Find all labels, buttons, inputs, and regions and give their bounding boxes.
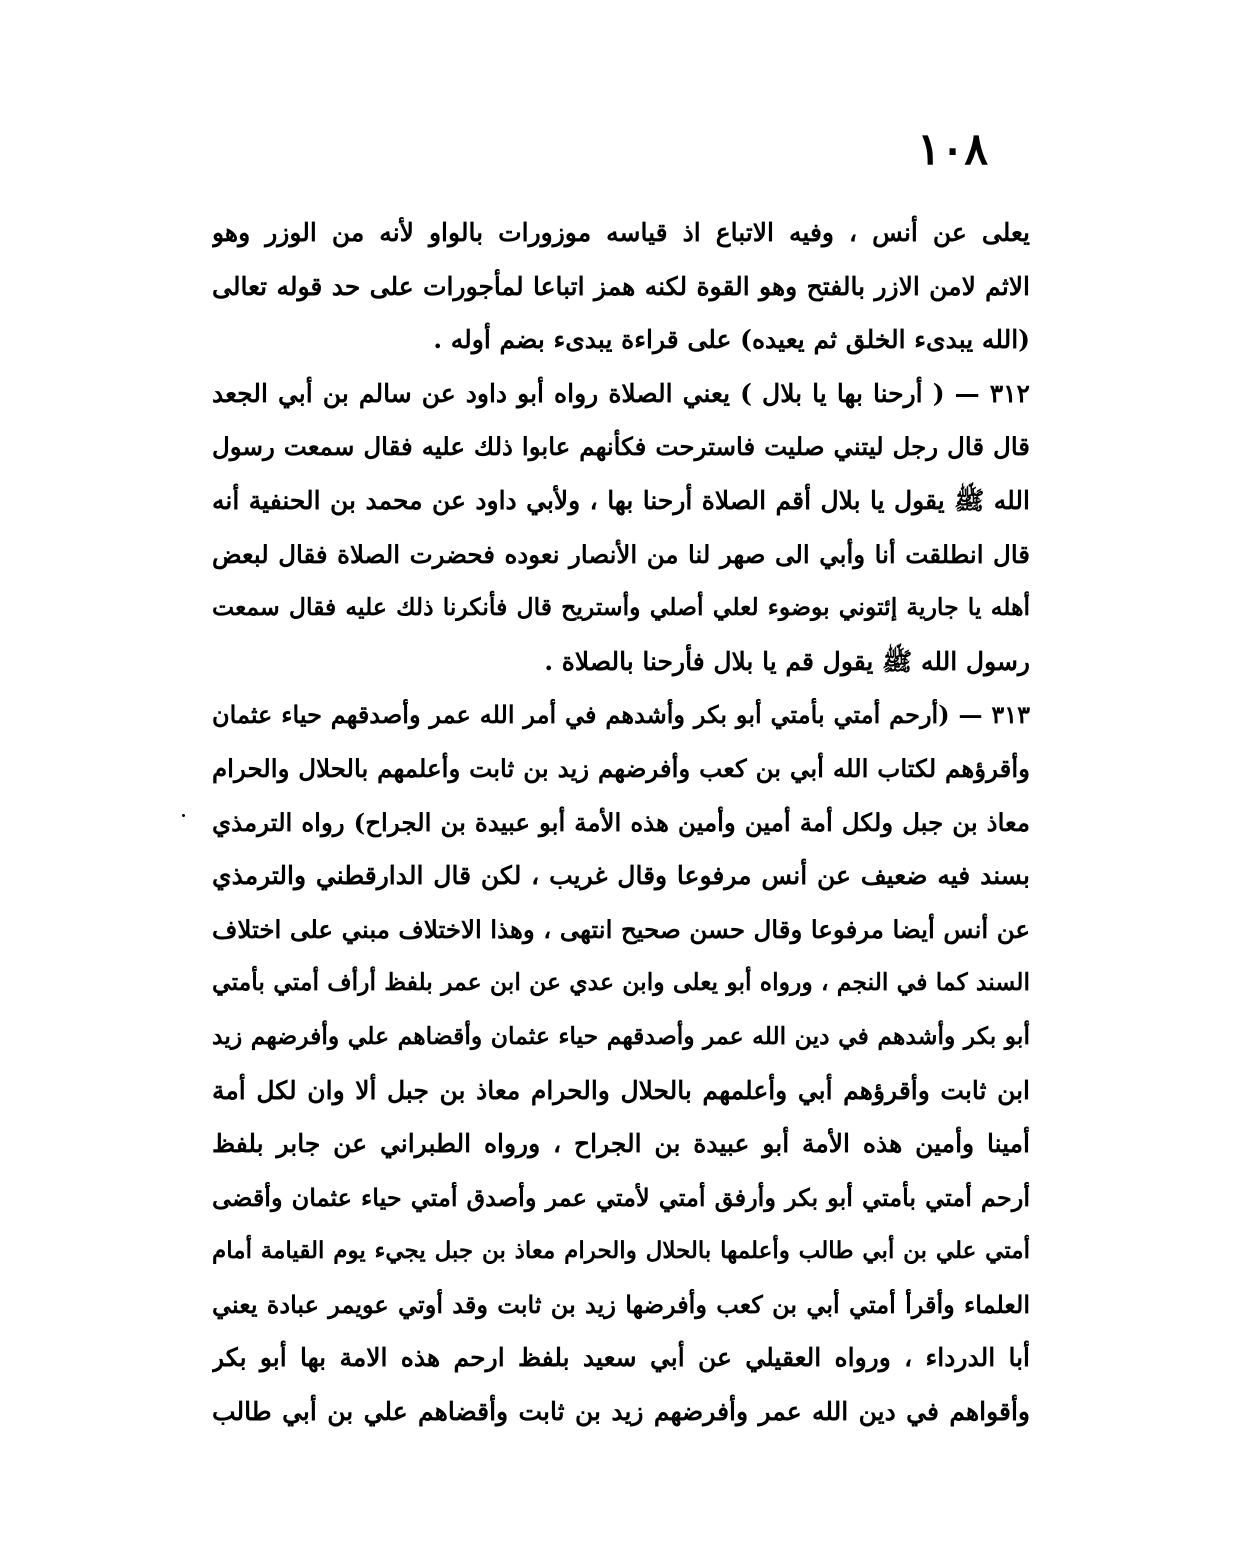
text-line: الاثم لامن الازر بالفتح وهو القوة لكنه همز اتباعا لمأجورات على حد قوله تعالى (212, 271, 1030, 301)
text-line: أهله يا جارية إئتوني بوضوء لعلي أصلي وأستريح قال فأنكرنا ذلك عليه فقال سمعت (212, 593, 1030, 622)
text-line: الله ﷺ يقول يا بلال أقم الصلاة أرحنا بها ، ولأبي داود عن محمد بن الحنفية أنه (212, 485, 1030, 515)
text-line: ٣١٢ — ( أرحنا بها يا بلال ) يعني الصلاة رواه أبو داود عن سالم بن أبي الجعد (212, 378, 1030, 408)
text-line: أمتي علي بن أبي طالب وأعلمها بالحلال والحرام معاذ بن جبل يجيء يوم القيامة أمام (212, 1237, 1030, 1265)
page-number: ١٠٨ (917, 124, 988, 175)
text-line: بسند فيه ضعيف عن أنس مرفوعا وقال غريب ، لكن قال الدارقطني والترمذي (212, 861, 1030, 891)
text-line: قال انطلقت أنا وأبي الى صهر لنا من الأنصار نعوده فحضرت الصلاة فقال لبعض (212, 539, 1030, 569)
text-line: العلماء وأقرأ أمتي أبي بن كعب وأفرضها زيد بن ثابت وقد أوتي عويمر عبادة يعني (212, 1289, 1030, 1319)
text-line: عن أنس أيضا مرفوعا وقال حسن صحيح انتهى ، وهذا الاختلاف مبني على اختلاف (212, 914, 1030, 944)
text-line: أبو بكر وأشدهم في دين الله عمر وأصدقهم حياء عثمان وأقضاهم علي وأفرضهم زيد (212, 1021, 1030, 1050)
margin-mark (182, 814, 185, 817)
body-text (212, 206, 1030, 1439)
text-line: رسول الله ﷺ يقول قم يا بلال فأرحنا بالصلاة . (544, 646, 1030, 676)
text-line: معاذ بن جبل ولكل أمة أمين وأمين هذه الأمة أبو عبيدة بن الجراح) رواه الترمذي (212, 807, 1030, 837)
text-line: يعلى عن أنس ، وفيه الاتباع اذ قياسه موزورات بالواو لأنه من الوزر وهو (212, 218, 1030, 247)
text-line: ٣١٣ — (أرحم أمتي بأمتي أبو بكر وأشدهم في أمر الله عمر وأصدقهم حياء عثمان (212, 700, 1030, 730)
text-line: أرحم أمتي بأمتي أبو بكر وأرفق أمتي لأمتي عمر وأصدق أمتي حياء عثمان وأقضى (212, 1182, 1030, 1212)
text-line: ابن ثابت وأقرؤهم أبي وأعلمهم بالحلال والحرام معاذ بن جبل ألا وان لكل أمة (212, 1075, 1030, 1105)
text-line: أبا الدرداء ، ورواه العقيلي عن أبي سعيد بلفظ ارحم هذه الامة بها أبو بكر (212, 1343, 1030, 1373)
text-line: (الله يبدىء الخلق ثم يعيده) على قراءة يبدىء بضم أوله . (433, 325, 1030, 355)
text-line: وأقواهم في دين الله عمر وأفرضهم زيد بن ثابت وأقضاهم علي بن أبي طالب (212, 1397, 1030, 1427)
text-line: قال قال رجل ليتني صليت فاسترحت فكأنهم عابوا ذلك عليه فقال سمعت رسول (212, 432, 1030, 462)
text-line: أمينا وأمين هذه الأمة أبو عبيدة بن الجراح ، ورواه الطبراني عن جابر بلفظ (212, 1129, 1030, 1159)
text-line: السند كما في النجم ، ورواه أبو يعلى وابن عدي عن ابن عمر بلفظ أرأف أمتي بأمتي (212, 968, 1030, 997)
text-line: وأقرؤهم لكتاب الله أبي بن كعب وأفرضهم زيد بن ثابت وأعلمهم بالحلال والحرام (212, 753, 1030, 783)
